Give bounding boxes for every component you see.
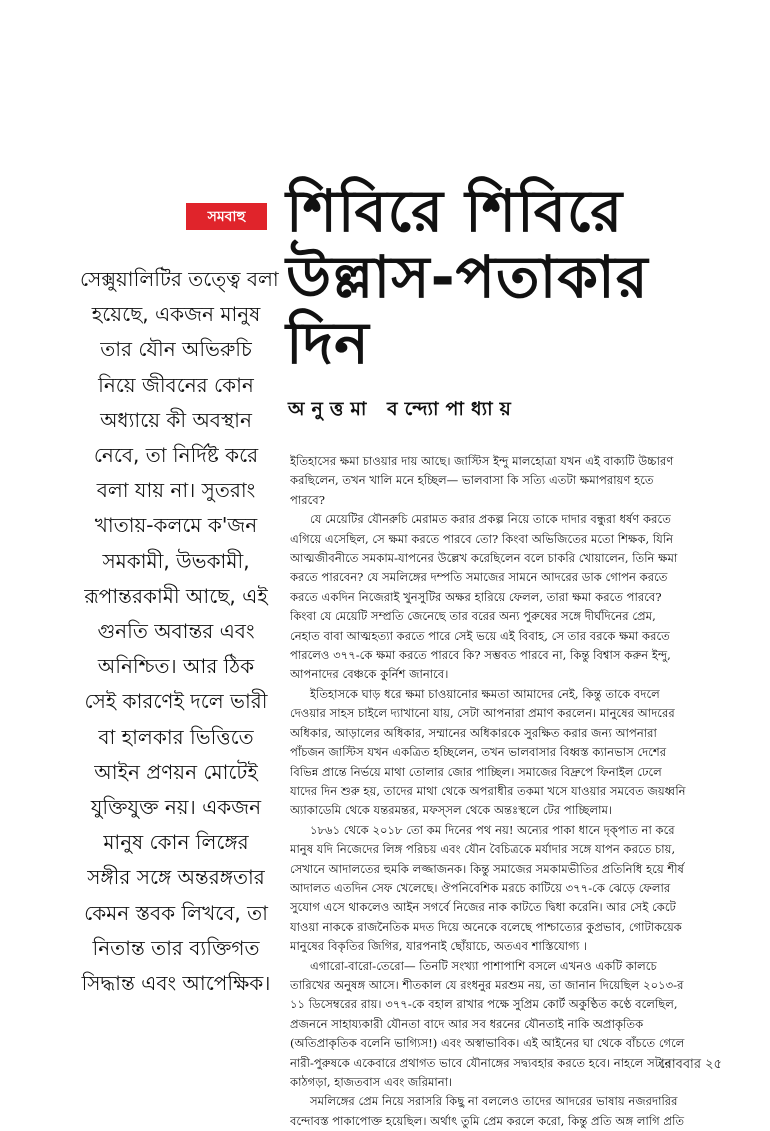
pull-quote-line: খাতায়-কলমে ক'জন [94,513,258,538]
pull-quote [80,262,279,1001]
body-line: যাওয়া নাককে রাজনৈতিক মদত দিয়ে অনেকে বলেছে পাশ্চাত্যের কুপ্রভাব, গোটাকয়েক [290,919,682,934]
pull-quote-line: কেমন স্তবক লিখবে, তা [84,900,268,925]
body-line: অধিকার, আড়ালের অধিকার, সম্মানের অধিকারকে সুরক্ষিত করার জন্য আপনারা [290,725,657,740]
body-line: পারলেও ৩৭৭-কে ক্ষমা করতে পারবে কি? সম্ভবত পারবে না, কিন্তু বিশ্বাস করুন ইন্দু, [290,648,671,663]
body-line: তারিখের অনুষঙ্গ আসে। শীতকাল যে রংধনুর মরশুম নয়, তা জানান দিয়েছিল ২০১৩-র [290,977,684,992]
pull-quote-line: সেই কারণেই দলে ভারী [84,689,268,714]
body-line: নারী-পুরুষকে একেবারে প্রথাগত ভাবে যৌনাঙ্গের সদ্ব্যবহার করতে হবে। নাহলে সটান [290,1055,672,1070]
body-line: করছিলেন, তখন খালি মনে হচ্ছিল— ভালবাসা কি সত্যি এতটা ক্ষমাপরায়ণ হতে [290,473,654,488]
body-line: মানুষের বিকৃতির জিগির, যারপনাই ছোঁয়াচে, অতএব শাস্তিযোগ্য । [290,939,588,954]
pull-quote-line: তার যৌন অভিরুচি [100,337,252,362]
body-line: ১৮৬১ থেকে ২০১৮ তো কম দিনের পথ নয়! অন্যের পাকা ধানে দৃক্‌পাত না করে [310,822,675,837]
body-line: করতে একদিন নিজেরাই খুনসুটির অক্ষর হারিয়ে ফেলল, তারা ক্ষমা করতে পারবে? [290,589,662,604]
page-footer: রোববার ২৫ [659,1057,722,1072]
body-line: অ্যাকাডেমি থেকে যন্তরমন্তর, মফস্সল থেকে অন্তঃস্থলে টের পাচ্ছিলাম। [290,803,613,818]
body-line: যে মেয়েটির যৌনরুচি মেরামত করার প্রকল্প নিয়ে তাকে দাদার বন্ধুরা ধর্ষণ করতে [310,512,671,527]
section-tag: সমবাহু [186,203,267,230]
body-line: নেহাত বাবা আত্মহত্যা করতে পারে সেই ভয়ে এই বিবাহ, সে তার বরকে ক্ষমা করতে [290,628,670,643]
pull-quote-line: সিদ্ধান্ত এবং আপেক্ষিক। [81,971,271,996]
body-line: ইতিহাসের ক্ষমা চাওয়ার দায় আছে। জাস্টিস ইন্দু মালহোত্রা যখন এই বাক্যটি উচ্চারণ [290,454,674,468]
body-line: এগারো-বারো-তেরো— তিনটি সংখ্যা পাশাপাশি বসলে এখনও একটি কালচে [310,958,657,973]
body-line: ১১ ডিসেম্বরের রায়। ৩৭৭-কে বহাল রাখার পক্ষে সুপ্রিম কোর্ট অকুণ্ঠিত কণ্ঠে বলেছিল, [290,997,678,1012]
pull-quote-line: যুক্তিযুক্ত নয়। একজন [90,795,262,820]
body-line: কিংবা যে মেয়েটি সম্প্রতি জেনেছে তার বরের অন্য পুরুষের সঙ্গে দীর্ঘদিনের প্রেম, [290,609,656,624]
pull-quote-line: সেক্সুয়ালিটির তত্ত্বে বলা [80,267,279,291]
headline [286,178,756,376]
pull-quote-line: রূপান্তরকামী আছে, এই [84,583,268,608]
pull-quote-line: সমকামী, উভকামী, [102,548,250,573]
pull-quote-line: অনিশ্চিত। আর ঠিক [97,654,255,679]
pull-quote-line: নিয়ে জীবনের কোন [98,372,254,397]
body-line: প্রজননে সাহায্যকারী যৌনতা বাদে আর সব ধরনের যৌনতাই নাকি অপ্রাকৃতিক [290,1016,644,1031]
headline-line: শিবিরে শিবিরে [286,177,624,245]
pull-quote-line: আইন প্রণয়ন মোটেই [94,759,258,784]
body-line: দেওয়ার সাহস চাইলে দ্যাখানো যায়, সেটা আপনারা প্রমাণ করলেন। মানুষের আদরের [290,706,675,721]
body-line: সমলিঙ্গের প্রেম নিয়ে সরাসরি কিছু না বললেও তাদের আদরের ভাষায় নজরদারির [310,1094,678,1109]
body-line: সুযোগ এসে থাকলেও আইন সগর্বে নিজের নাক কাটতে দ্বিধা করেনি। আর সেই কেটে [290,900,676,915]
headline-line: দিন [286,309,370,377]
body-line: করতে পারবেন? যে সমলিঙ্গের দম্পতি সমাজের সামনে আদরের ডাক গোপন করতে [290,570,668,585]
body-line: কাঠগড়া, হাজতবাস এবং জরিমানা। [290,1075,453,1089]
article-body [290,452,726,1131]
pull-quote-line: সঙ্গীর সঙ্গে অন্তরঙ্গতার [87,865,265,890]
pull-quote-line: হয়েছে, একজন মানুষ [91,302,261,327]
body-line: আত্মজীবনীতে সমকাম-যাপনের উল্লেখ করেছিলেন বলে চাকরি খোয়ালেন, তিনি ক্ষমা [290,551,678,566]
pull-quote-line: গুনতি অবান্তর এবং [97,619,255,644]
body-line: বিভিন্ন প্রান্তে নির্ভয়ে মাথা তোলার জোর পাচ্ছিল। সমাজের বিদ্রুপে ফিনাইল ঢেলে [290,764,662,779]
pull-quote-line: নিতান্ত তার ব্যক্তিগত [92,935,260,960]
body-line: পারবে? [290,492,325,507]
pull-quote-line: অধ্যায়ে কী অবস্থান [100,407,252,432]
pull-quote-line: বলা যায় না। সুতরাং [96,478,256,503]
body-line: সেখানে আদালতের হুমকি লজ্জাজনক। কিন্তু সমাজের সমকামভীতির প্রতিনিধি হয়ে শীর্ষ [290,861,684,876]
pull-quote-line: নেবে, তা নির্দিষ্ট করে [93,443,259,468]
body-line: ইতিহাসকে ঘাড় ধরে ক্ষমা চাওয়ানোর ক্ষমতা আমাদের নেই, কিন্তু তাকে বদলে [310,686,660,701]
body-line: মানুষ যদি নিজেদের লিঙ্গ পরিচয় এবং যৌন বৈচিত্রকে মর্যাদার সঙ্গে যাপন করতে চায়, [290,842,676,857]
body-line: আপনাদের বেঞ্চকে কুর্নিশ জানাবে। [290,667,449,682]
body-line: যাদের দিন শুরু হয়, তাদের মাথা থেকে অপরাধীর তকমা খসে যাওয়ার সমবেত জয়ধ্বনি [290,783,686,798]
pull-quote-line: মানুষ কোন লিঙ্গের [103,830,249,855]
body-line: আদালত এতদিন সেফ খেলেছে। ঔপনিবেশিক মরচে কাটিয়ে ৩৭৭-কে ঝেড়ে ফেলার [290,880,671,895]
author-byline: অনুত্তমা বন্দ্যোপাধ্যায় [288,398,518,420]
body-line: (অতিপ্রাকৃতিক বলেনি ভাগ্যিস!) এবং অস্বাভাবিক। এই আইনের ঘা থেকে বাঁচতে গেলে [290,1036,685,1051]
body-line: বন্দোবস্ত পাকাপোক্ত হয়েছিল। অর্থাৎ তুমি প্রেম করলে করো, কিন্তু প্রতি অঙ্গ লাগি প্রতি [290,1113,685,1128]
pull-quote-line: বা হালকার ভিত্তিতে [98,724,254,749]
body-line: এগিয়ে এসেছিল, সে ক্ষমা করতে পারবে তো? কিংবা অভিজিতের মতো শিক্ষক, যিনি [290,531,674,546]
headline-line: উল্লাস-পতাকার [286,243,649,311]
body-line: পাঁচজন জাস্টিস যখন একত্রিত হচ্ছিলেন, তখন ভালবাসার বিধ্বস্ত ক্যানভাস দেশের [290,745,667,760]
